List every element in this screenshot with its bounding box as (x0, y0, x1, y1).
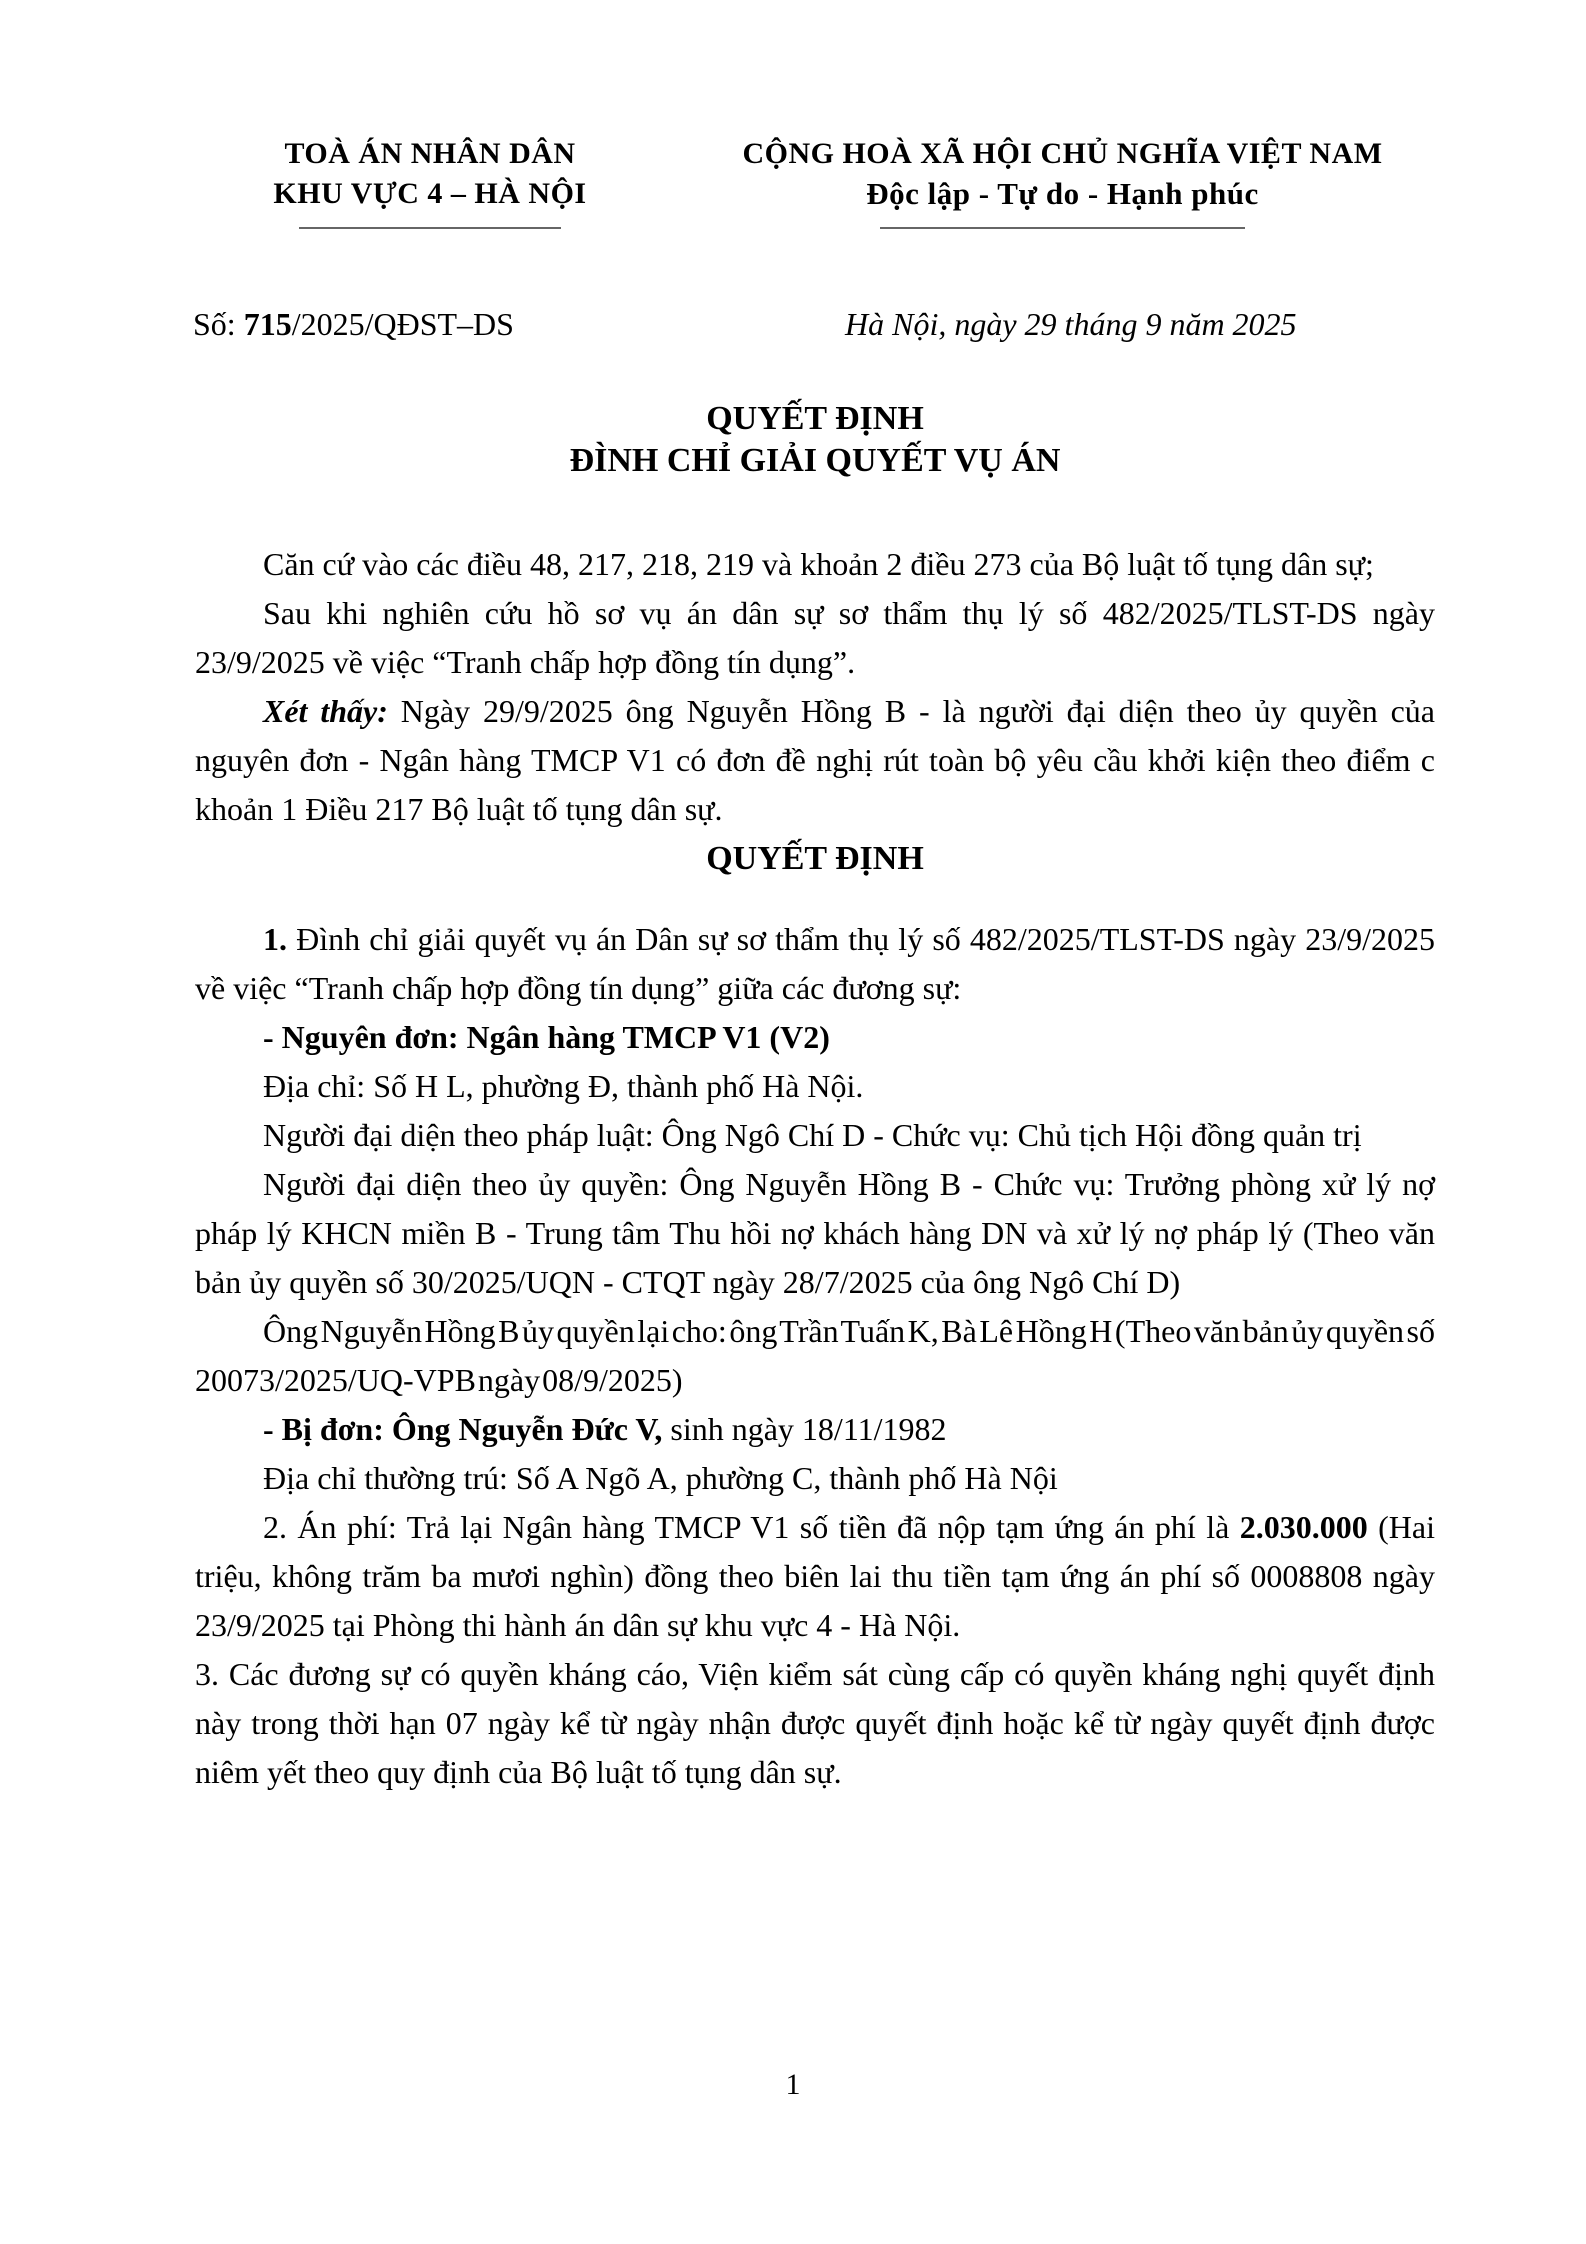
text-run: Ông Nguyễn Hồng B ủy quyền lại cho: ông Trần Tuấn K, Bà Lê Hồng H (Theo văn bản ủy quyền số 20073/2025/UQ-VPB ngày 08/9/2025) (195, 1313, 1435, 1398)
authority-region: KHU VỰC 4 – HÀ NỘI (273, 177, 587, 210)
issuing-authority-block (230, 134, 630, 229)
text-run: Ngày 29/9/2025 ông Nguyễn Hồng B - là người đại diện theo ủy quyền của nguyên đơn - Ngân hàng TMCP V1 có đơn đề nghị rút toàn bộ yêu cầu khởi kiện theo điểm c khoản 1 Điều 217 Bộ luật tố tụng dân sự. (195, 693, 1436, 827)
paragraph (195, 1650, 1435, 1797)
text-run: Người đại diện theo ủy quyền: Ông Nguyễn Hồng B - Chức vụ: Trưởng phòng xử lý nợ pháp lý KHCN miền B - Trung tâm Thu hồi nợ khách hàng DN và xử lý nợ pháp lý (Theo văn bản ủy quyền số 30/2025/UQN - CTQT ngày 28/7/2025 của ông Ngô Chí D) (195, 1166, 1435, 1300)
paragraph (195, 1454, 1435, 1503)
text-run: 2.030.000 (1239, 1509, 1368, 1545)
paragraph (195, 1503, 1435, 1650)
text-run: sinh ngày 18/11/1982 (662, 1411, 947, 1447)
national-header-block (660, 134, 1465, 229)
paragraph (195, 1111, 1435, 1160)
header-divider-right (880, 227, 1245, 229)
section-heading (195, 834, 1435, 883)
document-number (193, 302, 514, 346)
text-run: 1. (263, 921, 287, 957)
document-number-prefix: Số: (193, 306, 244, 342)
header-divider-left (299, 227, 561, 229)
paragraph (195, 1405, 1435, 1454)
document-body (195, 398, 1435, 1797)
text-run: 2. Án phí: Trả lại Ngân hàng TMCP V1 số tiền đã nộp tạm ứng án phí là (263, 1509, 1240, 1545)
text-run: - Bị đơn: Ông Nguyễn Đức V, (263, 1411, 663, 1447)
place-date-line: Hà Nội, ngày 29 tháng 9 năm 2025 (845, 306, 1297, 342)
text-run: 3. Các đương sự có quyền kháng cáo, Viện kiểm sát cùng cấp có quyền kháng nghị quyết định này trong thời hạn 07 ngày kể từ ngày nhận được quyết định hoặc kể từ ngày quyết định được niêm yết theo quy định của Bộ luật tố tụng dân sự. (195, 1656, 1435, 1790)
text-run: Người đại diện theo pháp luật: Ông Ngô Chí D - Chức vụ: Chủ tịch Hội đồng quản trị (263, 1117, 1362, 1153)
paragraph (195, 1160, 1435, 1307)
page-number: 1 (785, 2068, 801, 2101)
text-run: - Nguyên đơn: Ngân hàng TMCP V1 (V2) (263, 1019, 830, 1055)
document-title (195, 398, 1435, 482)
document-title-line1: QUYẾT ĐỊNH (706, 400, 924, 437)
text-run: (Hai triệu, không trăm ba mươi nghìn) đồng theo biên lai thu tiền tạm ứng án phí số 0008808 ngày 23/9/2025 tại Phòng thi hành án dân sự khu vực 4 - Hà Nội. (195, 1509, 1436, 1643)
paragraph (195, 1307, 1435, 1405)
paragraph (195, 1062, 1435, 1111)
text-run: Xét thấy: (263, 693, 388, 729)
document-number-value: 715 (243, 306, 292, 342)
national-motto: Độc lập - Tự do - Hạnh phúc (866, 176, 1259, 211)
document-number-suffix: /2025/QĐST–DS (291, 306, 514, 342)
country-name: CỘNG HOÀ XÃ HỘI CHỦ NGHĨA VIỆT NAM (742, 137, 1383, 170)
text-run: Căn cứ vào các điều 48, 217, 218, 219 và khoản 2 điều 273 của Bộ luật tố tụng dân sự; (263, 546, 1374, 582)
authority-name: TOÀ ÁN NHÂN DÂN (284, 137, 576, 170)
paragraph (195, 915, 1435, 1013)
text-run: Địa chỉ thường trú: Số A Ngõ A, phường C, thành phố Hà Nội (263, 1460, 1058, 1496)
paragraph (195, 540, 1435, 589)
text-run: Địa chỉ: Số H L, phường Đ, thành phố Hà Nội. (263, 1068, 864, 1104)
paragraph (195, 1013, 1435, 1062)
paragraph (195, 687, 1435, 834)
paragraphs-container (195, 540, 1435, 1797)
text-run: QUYẾT ĐỊNH (706, 840, 924, 877)
document-title-line2: ĐÌNH CHỈ GIẢI QUYẾT VỤ ÁN (569, 442, 1061, 479)
text-run: Đình chỉ giải quyết vụ án Dân sự sơ thẩm thụ lý số 482/2025/TLST-DS ngày 23/9/2025 về việc “Tranh chấp hợp đồng tín dụng” giữa các đương sự: (195, 921, 1435, 1006)
text-run: Sau khi nghiên cứu hồ sơ vụ án dân sự sơ thẩm thụ lý số 482/2025/TLST-DS ngày 23/9/2025 về việc “Tranh chấp hợp đồng tín dụng”. (195, 595, 1435, 680)
paragraph (195, 589, 1435, 687)
